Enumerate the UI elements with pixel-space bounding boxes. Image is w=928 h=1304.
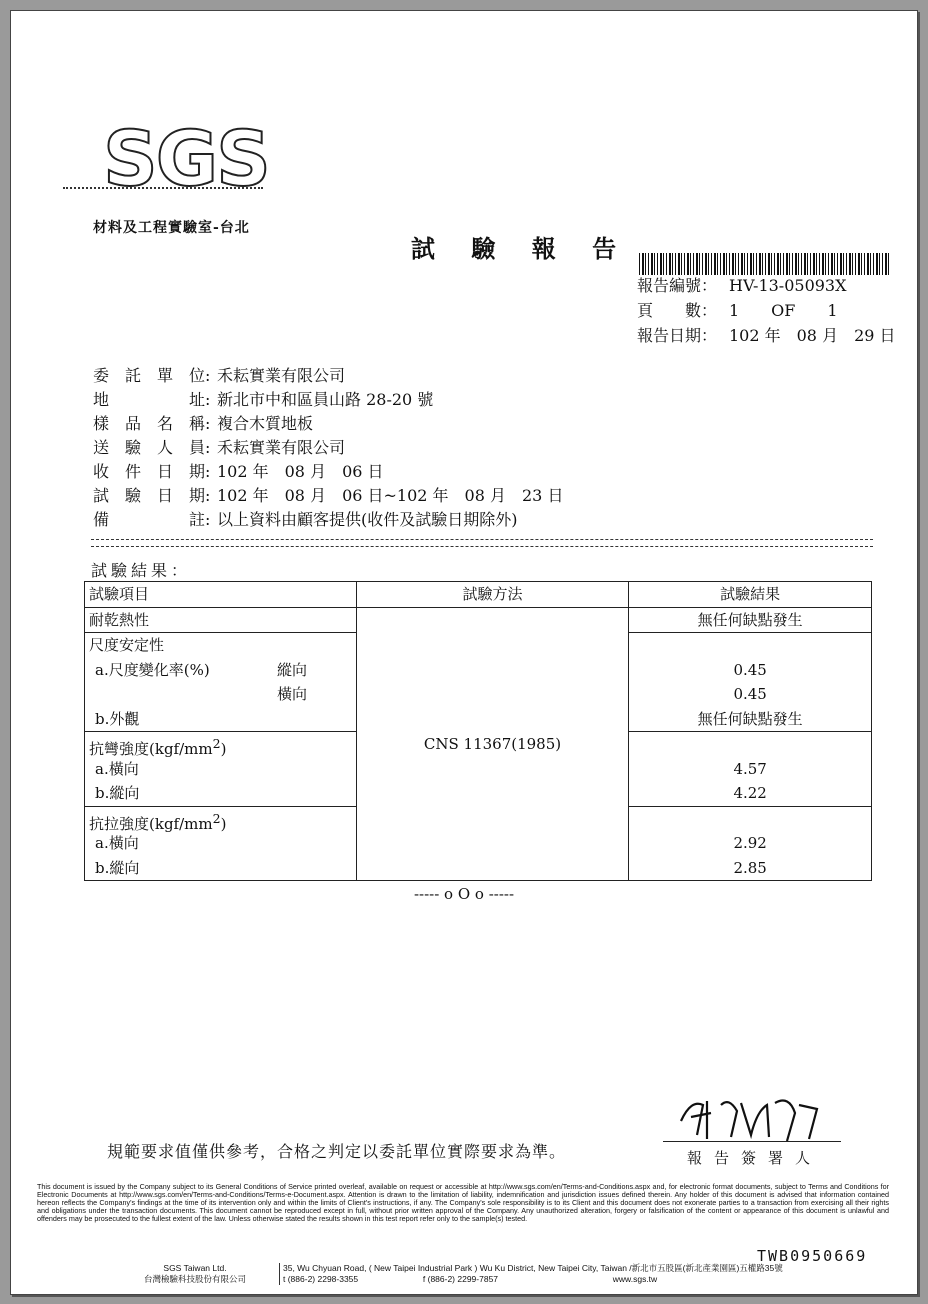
result-change-long: 0.45 (733, 660, 767, 679)
result-bending-b: 4.22 (733, 784, 767, 802)
header-test-item: 試驗項目 (89, 585, 150, 603)
logo-underline (63, 187, 263, 189)
double-rule (91, 539, 873, 547)
meta-report-number: 報告編號： HV-13-05093X (637, 276, 847, 295)
info-remarks: 備 註: 以上資料由顧客提供(收件及試驗日期除外) (93, 510, 518, 529)
item-appearance: b.外觀 (95, 709, 140, 728)
results-section-title: 試驗結果： (91, 561, 192, 580)
signatory-label: 報告簽署人 (687, 1149, 823, 1167)
end-mark: ----- o O o ----- (413, 885, 515, 903)
info-received-date: 收 件 日 期: 102 年 08 月 06 日 (93, 462, 384, 481)
signature-line (663, 1141, 841, 1142)
result-bending-a: 4.57 (733, 759, 767, 778)
table-header-row (85, 582, 872, 608)
serial-number: TWB0950669 (757, 1247, 868, 1265)
result-tensile-a: 2.92 (733, 834, 767, 852)
footer-company-zh: 台灣檢驗科技股份有限公司 (143, 1274, 246, 1284)
method-cell (356, 607, 629, 881)
disclaimer-note: 規範要求值僅供參考，合格之判定以委託單位實際要求為準。 (107, 1142, 567, 1161)
item-change-rate: a.尺度變化率(%) 縱向 (85, 658, 356, 683)
footer-tel: t (886-2) 2298-3355 (283, 1274, 359, 1284)
result-appearance: 無任何缺點發生 (697, 709, 803, 728)
info-test-date: 試 驗 日 期: 102 年 08 月 06 日~102 年 08 月 23 日 (93, 486, 564, 505)
item-bending-b: b.縱向 (95, 784, 140, 802)
footer-divider (279, 1263, 280, 1285)
header-test-method: 試驗方法 (462, 585, 523, 603)
info-submitter: 送 驗 人 員: 禾耘實業有限公司 (93, 438, 346, 457)
dir-transverse: 橫向 (277, 685, 308, 703)
dir-longitudinal: 縱向 (277, 660, 308, 679)
footer-fax: f (886-2) 2299-7857 (422, 1274, 499, 1284)
results-table (84, 581, 872, 881)
meta-pages: 頁 數： 1 OF 1 (637, 301, 838, 320)
info-sample-name: 樣 品 名 稱: 複合木質地板 (93, 414, 314, 433)
info-client: 委 託 單 位: 禾耘實業有限公司 (93, 366, 346, 385)
item-heat-resistance: 耐乾熱性 (89, 610, 150, 629)
header-test-result: 試驗結果 (720, 585, 781, 603)
footer-web: www.sgs.tw (612, 1274, 658, 1284)
meta-report-date: 報告日期： 102 年 08 月 29 日 (637, 326, 896, 345)
info-address: 地 址: 新北市中和區員山路 28-20 號 (93, 390, 434, 409)
result-change-trans: 0.45 (733, 685, 767, 703)
footer-address: 35, Wu Chyuan Road, ( New Taipei Industrial Park ) Wu Ku District, New Taipei City, Taiwan /新北市五股區(新北產業園區)五權路35號 (283, 1263, 783, 1273)
item-bending-a: a.橫向 (95, 759, 139, 778)
item-tensile-b: b.縱向 (95, 858, 140, 877)
item-change-rate-trans (85, 682, 356, 707)
lab-name: 材料及工程實驗室-台北 (93, 220, 250, 236)
item-bending-strength: 抗彎強度$(kgf/mm^2)$ (89, 736, 227, 758)
item-dimensional-stability: 尺度安定性 (89, 636, 165, 654)
report-page (10, 10, 918, 1295)
item-tensile-a: a.橫向 (95, 834, 139, 852)
result-tensile-b: 2.85 (733, 858, 767, 877)
method-value: CNS 11367(1985) (423, 734, 562, 753)
item-tensile-strength: 抗拉強度$(kgf/mm^2)$ (89, 810, 227, 833)
table-row (85, 607, 872, 633)
legal-fine-print: This document is issued by the Company subject to its General Conditions of Service printed overleaf, available on request or accessible at http://www.sgs.com/en/Terms-and-Conditions.aspx and, for electronic format documents, subject to Terms and Conditions for Electronic Documents at http://www.sgs.com/en/Terms-and-Conditions/Terms-e-Document.aspx. Attention is drawn to the limitation of liability, indemnification and jurisdiction issues defined therein. Any holder of this document is advised that information contained hereon reflects the Company's findings at the time of its intervention only and within the limits of Client's instructions, if any. The Company's sole responsibility is to its Client and this document does not exonerate parties to a transaction from exercising all their rights and obligations under the transaction documents. This document cannot be reproduced except in full, without prior written approval of the Company. Any unauthorized alteration, forgery or falsification of the content or appearance of this document is unlawful and offenders may be prosecuted to the fullest extent of the law. Unless otherwise stated the results shown in this test report refer only to the sample(s) tested. (37, 1182, 889, 1223)
barcode (639, 253, 889, 275)
result-heat-resistance: 無任何缺點發生 (697, 610, 803, 629)
sgs-logo: SGS (103, 114, 269, 203)
document-title: 試 驗 報 告 (411, 234, 631, 263)
footer-company-en: SGS Taiwan Ltd. (163, 1263, 227, 1273)
signature (671, 1091, 831, 1147)
